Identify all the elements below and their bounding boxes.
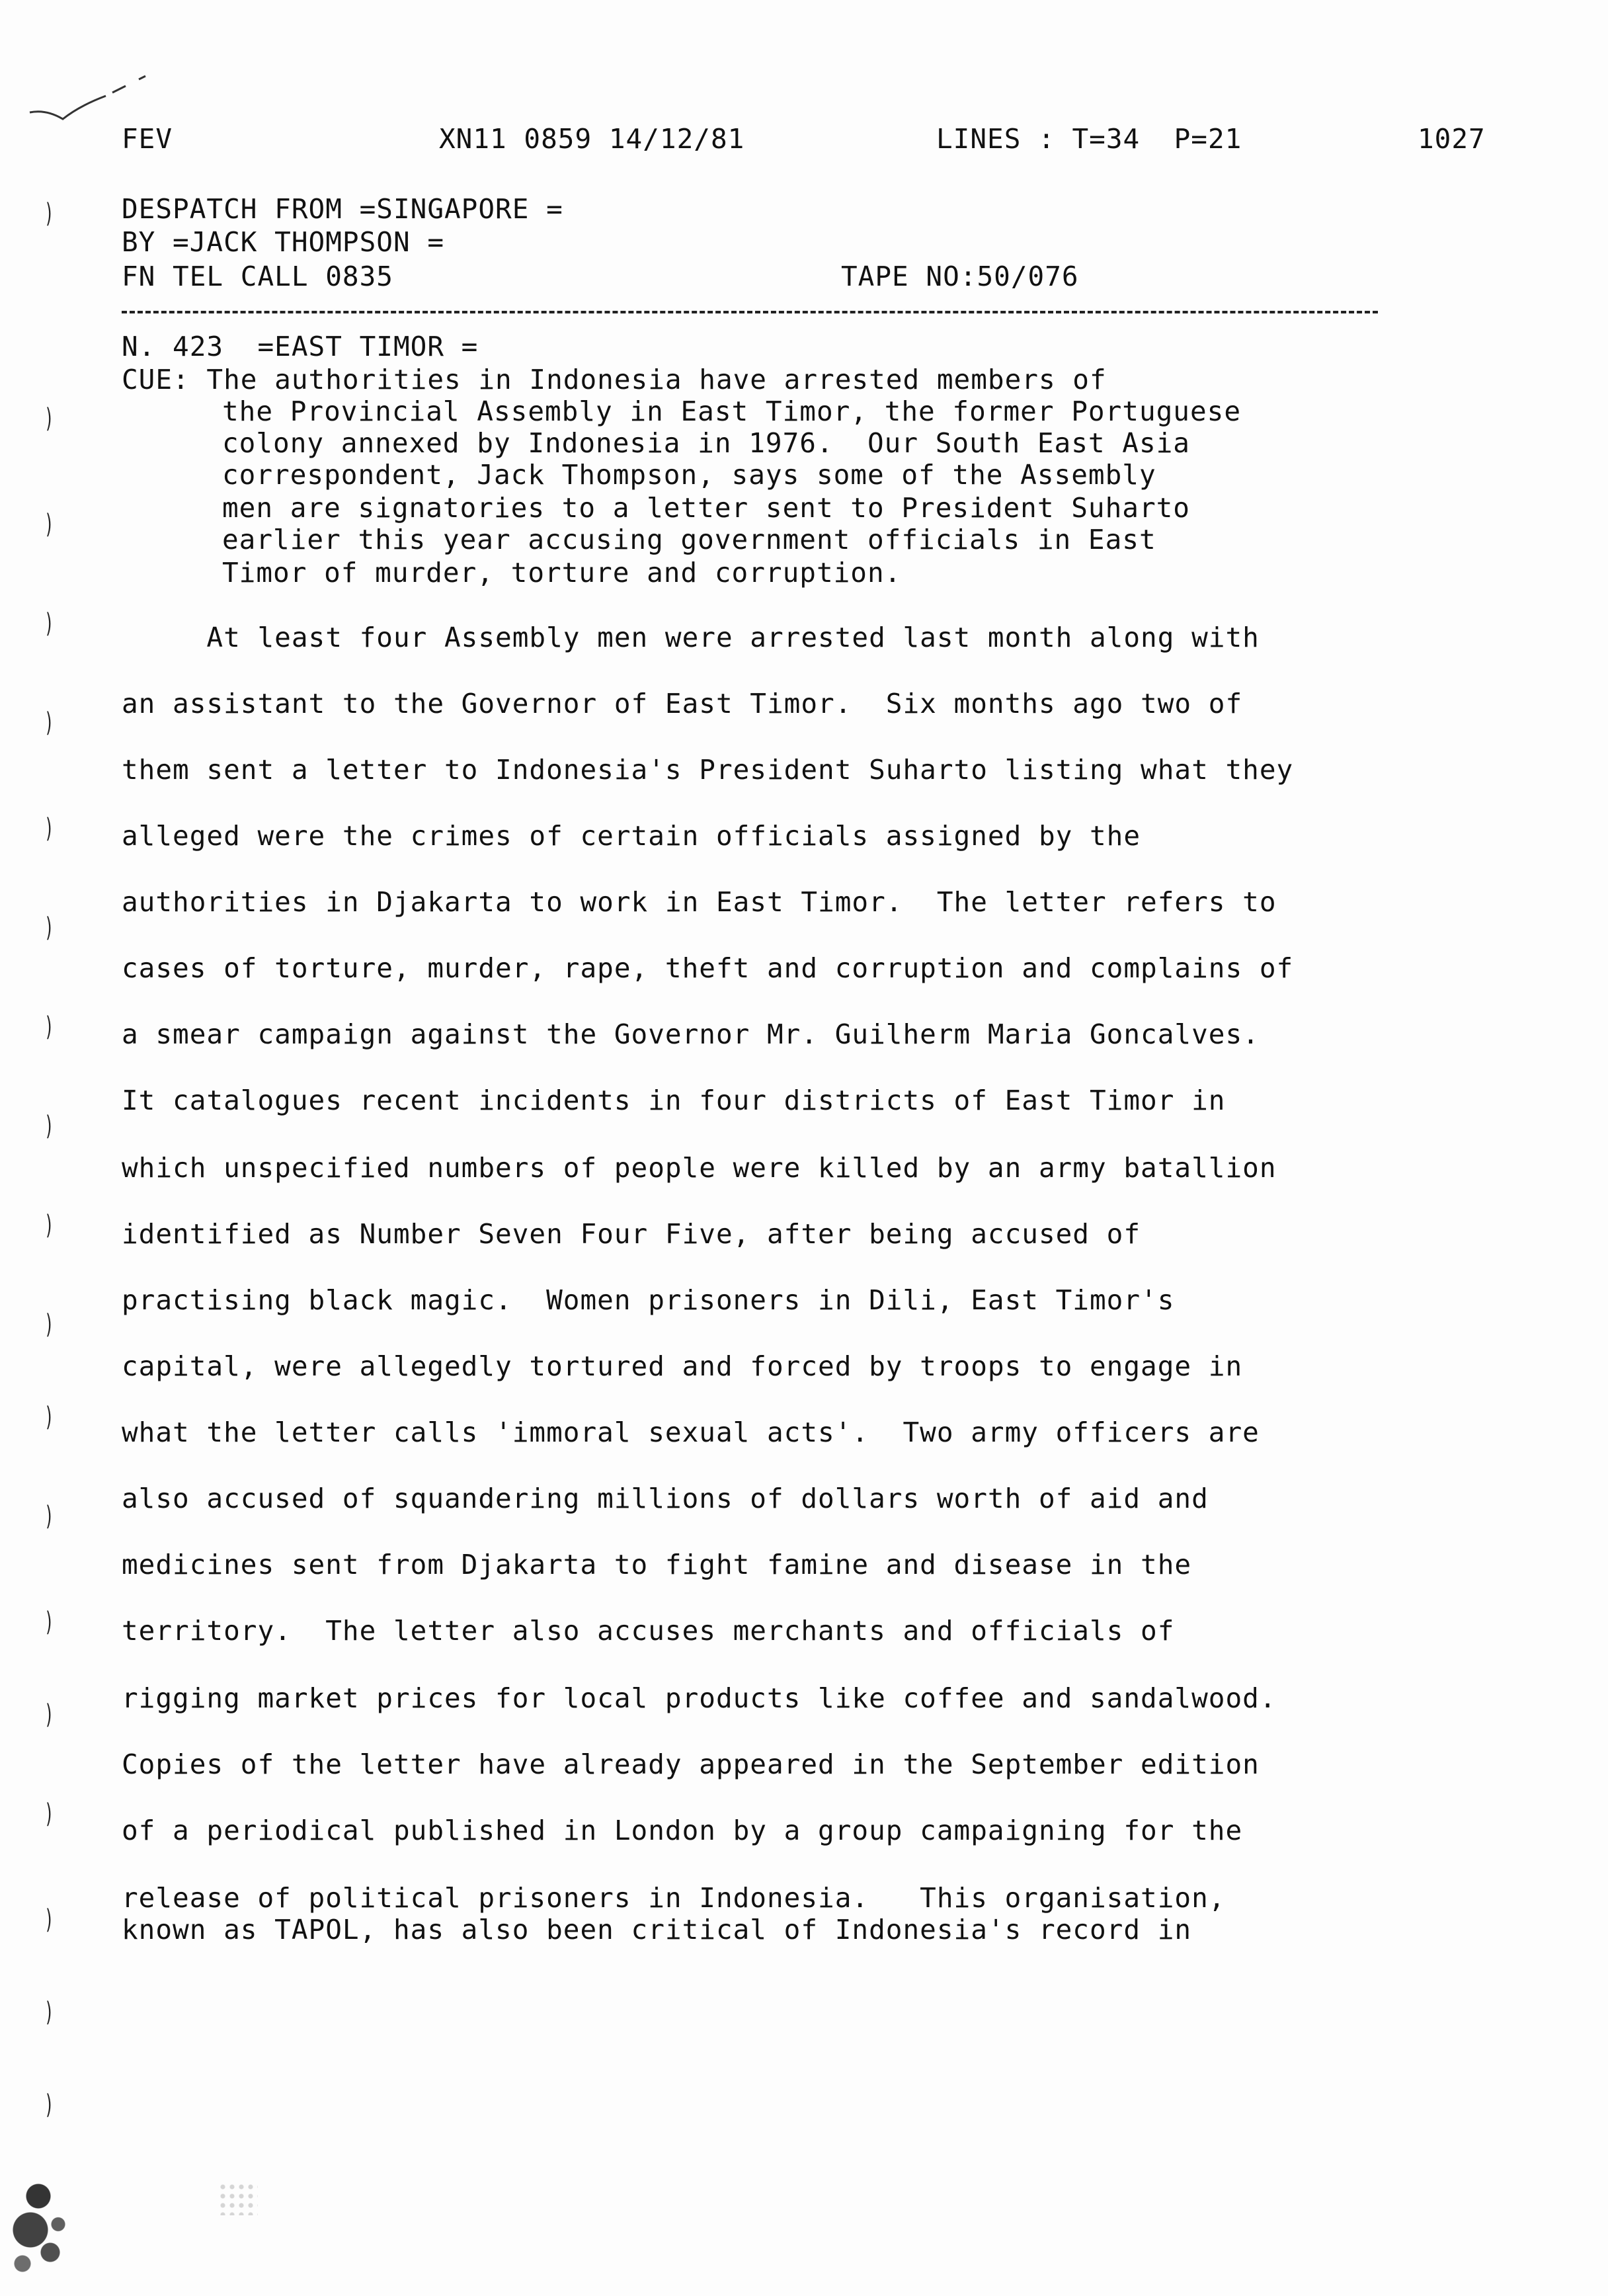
- body-line: It catalogues recent incidents in four districts of East Timor in: [122, 1085, 1226, 1116]
- cue-line: correspondent, Jack Thompson, says some of the Assembly: [222, 459, 1156, 491]
- margin-mark: ): [46, 1012, 52, 1042]
- body-line: identified as Number Seven Four Five, after being accused of: [122, 1218, 1141, 1250]
- margin-mark: ): [46, 608, 52, 639]
- margin-mark: ): [46, 2090, 52, 2120]
- body-line: rigging market prices for local products like coffee and sandalwood.: [122, 1682, 1277, 1714]
- margin-mark: ): [46, 509, 52, 540]
- header-lines: LINES : T=34 P=21: [936, 123, 1242, 155]
- margin-mark: ): [46, 1700, 52, 1730]
- body-line: of a periodical published in London by a group campaigning for the: [122, 1815, 1243, 1846]
- margin-mark: ): [46, 198, 52, 229]
- despatch-tape: TAPE NO:50/076: [841, 261, 1079, 292]
- body-line: Copies of the letter have already appeared in the September edition: [122, 1748, 1260, 1780]
- margin-mark: ): [46, 1309, 52, 1340]
- body-line: capital, were allegedly tortured and forced by troops to engage in: [122, 1350, 1243, 1382]
- despatch-by: BY =JACK THOMPSON =: [122, 226, 444, 258]
- margin-mark: ): [46, 1501, 52, 1532]
- body-line: territory. The letter also accuses merchants and officials of: [122, 1615, 1175, 1647]
- margin-mark: ): [46, 403, 52, 434]
- margin-mark: ): [46, 1997, 52, 2028]
- header-source: FEV: [122, 123, 173, 155]
- margin-mark: ): [46, 708, 52, 738]
- body-line: release of political prisoners in Indonesia. This organisation,: [122, 1882, 1226, 1914]
- body-line: practising black magic. Women prisoners in Dili, East Timor's: [122, 1284, 1175, 1316]
- despatch-from: DESPATCH FROM =SINGAPORE =: [122, 193, 563, 225]
- body-line: cases of torture, murder, rape, theft and corruption and complains of: [122, 952, 1294, 984]
- margin-mark: ): [46, 1799, 52, 1829]
- item-title: N. 423 =EAST TIMOR =: [122, 331, 479, 362]
- cue-line: earlier this year accusing government officials in East: [222, 524, 1156, 555]
- margin-mark: ): [46, 1607, 52, 1637]
- scan-speckle: [218, 2182, 258, 2215]
- margin-mark: ): [46, 1905, 52, 1935]
- despatch-tel-call: FN TEL CALL 0835: [122, 261, 393, 292]
- body-line: medicines sent from Djakarta to fight famine and disease in the: [122, 1549, 1192, 1580]
- margin-mark: ): [46, 1210, 52, 1241]
- margin-mark: ): [46, 813, 52, 844]
- body-line: At least four Assembly men were arrested last month along with: [122, 622, 1260, 653]
- header-number: 1027: [1418, 123, 1486, 155]
- scan-ink-blot: [7, 2162, 86, 2275]
- body-line: what the letter calls 'immoral sexual acts'. Two army officers are: [122, 1416, 1260, 1448]
- body-line: known as TAPOL, has also been critical of Indonesia's record in: [122, 1914, 1192, 1946]
- body-line: a smear campaign against the Governor Mr. Guilherm Maria Goncalves.: [122, 1018, 1260, 1050]
- body-line: also accused of squandering millions of dollars worth of aid and: [122, 1483, 1209, 1514]
- body-line: alleged were the crimes of certain officials assigned by the: [122, 820, 1141, 852]
- margin-mark: ): [46, 1402, 52, 1432]
- margin-mark: ): [46, 1111, 52, 1141]
- cue-line: the Provincial Assembly in East Timor, the former Portuguese: [222, 395, 1242, 427]
- cue-lead: CUE: The authorities in Indonesia have arrested members of: [122, 364, 1107, 395]
- body-line: an assistant to the Governor of East Timor. Six months ago two of: [122, 688, 1243, 719]
- body-line: authorities in Djakarta to work in East Timor. The letter refers to: [122, 886, 1277, 918]
- cue-line: men are signatories to a letter sent to President Suharto: [222, 492, 1190, 524]
- cue-line: colony annexed by Indonesia in 1976. Our South East Asia: [222, 427, 1190, 459]
- header-reference: XN11 0859 14/12/81: [439, 123, 745, 155]
- body-line: them sent a letter to Indonesia's President Suharto listing what they: [122, 754, 1294, 786]
- margin-mark: ): [46, 913, 52, 943]
- body-line: which unspecified numbers of people were killed by an army batallion: [122, 1152, 1277, 1184]
- cue-line: Timor of murder, torture and corruption.: [222, 557, 902, 589]
- dashed-divider: [122, 311, 1378, 313]
